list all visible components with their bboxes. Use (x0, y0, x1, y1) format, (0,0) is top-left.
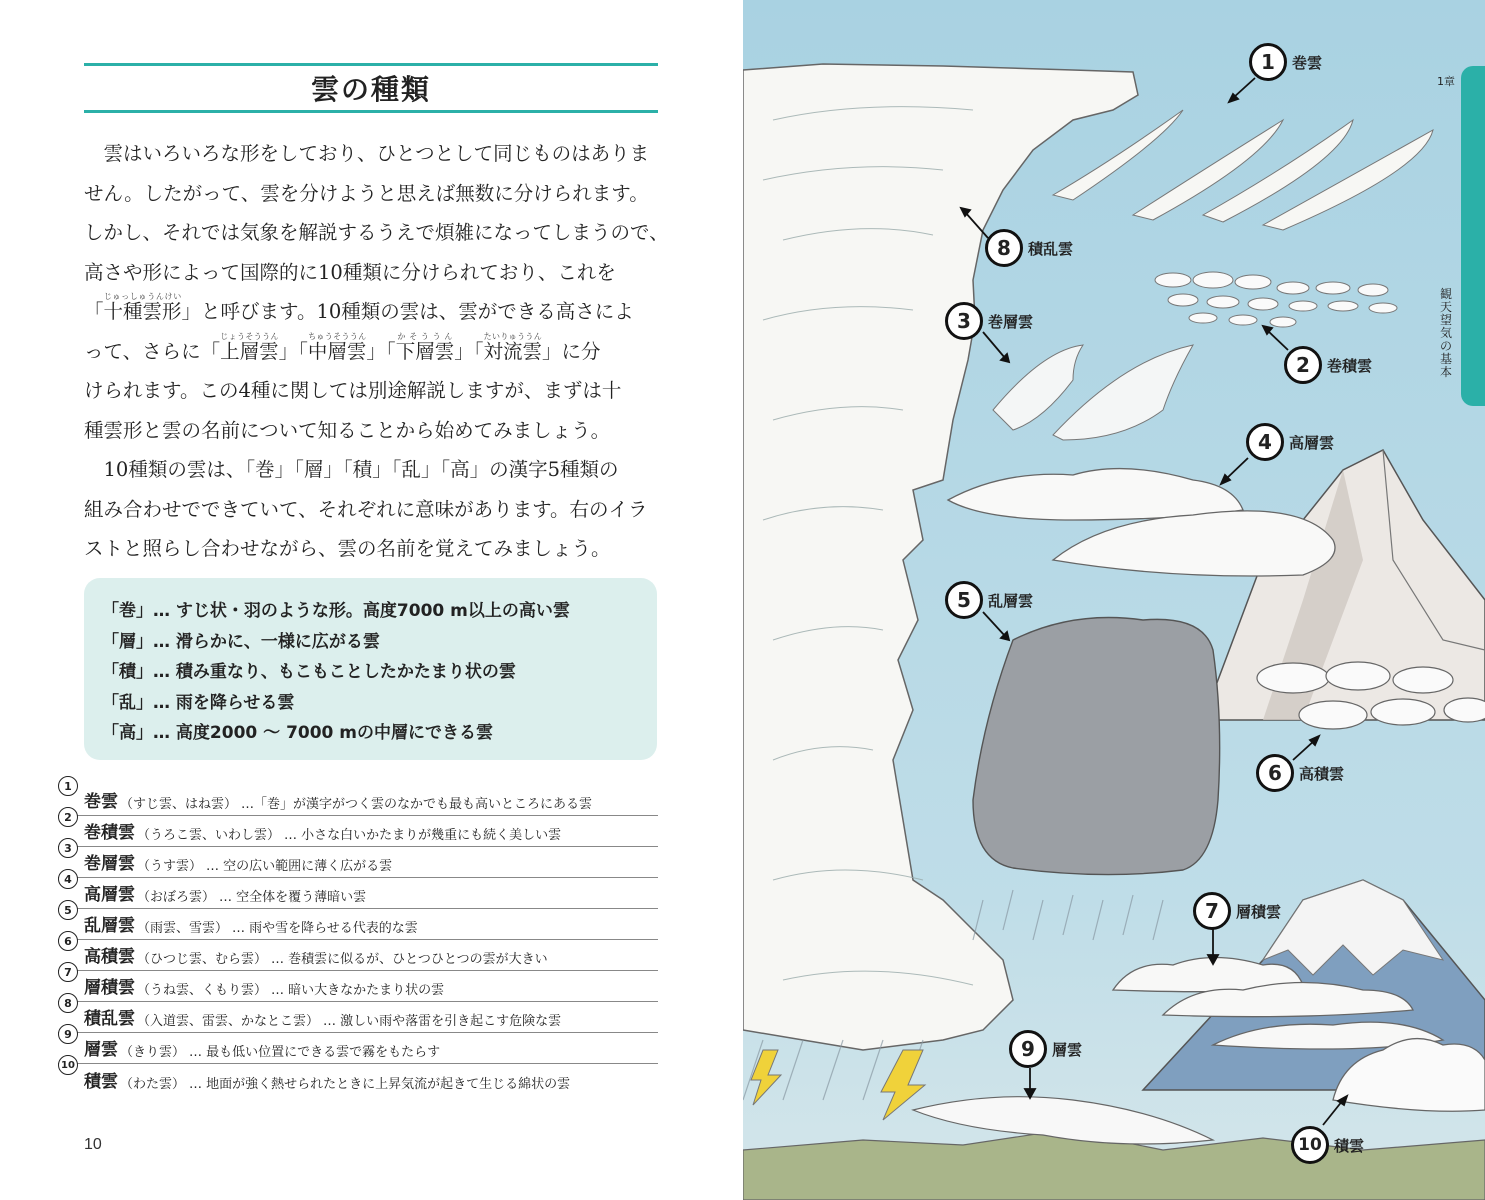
label-text: 乱層雲 (988, 591, 1034, 610)
ruby-reading: じょうそううん (220, 331, 279, 341)
label-text: 積雲 (1334, 1136, 1365, 1155)
glossary-row (58, 965, 658, 1002)
label-cirrostratus (945, 302, 1033, 340)
cloud-name: 巻層雲 (84, 854, 135, 874)
page-title: 雲の種類 (310, 73, 431, 106)
ruby-reading: かそううん (395, 331, 455, 341)
nimbostratus-cloud (973, 618, 1220, 875)
text-line: しかし、それでは気象を解説するうえで煩雑になってしまうので、 (84, 221, 669, 244)
text-line (84, 292, 664, 332)
ruby-word (307, 331, 367, 363)
key-row: 「層」… 滑らかに、一様に広がる雲 (102, 631, 380, 652)
cloud-name: 高層雲 (84, 885, 135, 905)
text-line: 種雲形と雲の名前について知ることから始めてみましょう。 (84, 418, 611, 442)
label-cumulus (1291, 1126, 1364, 1164)
label-nimbostratus (945, 581, 1033, 619)
number-badge: 4 (1246, 423, 1284, 461)
cloud-alias: （雨雲、雪雲） (137, 921, 229, 936)
cloud-alias: （すじ雲、はね雲） (120, 797, 238, 812)
title-bar (84, 63, 658, 113)
number-badge: 9 (58, 1024, 78, 1044)
number-badge: 4 (58, 869, 78, 889)
ruby-word (103, 292, 182, 323)
label-stratus (1009, 1030, 1082, 1068)
label-text: 巻積雲 (1327, 356, 1373, 375)
label-text: 高積雲 (1299, 764, 1345, 783)
number-badge: 10 (1291, 1126, 1329, 1164)
number-badge: 2 (1284, 346, 1322, 384)
left-page (0, 0, 740, 1200)
cloud-description: … 激しい雨や落雷を引き起こす危険な雲 (323, 1014, 562, 1029)
text-line: せん。したがって、雲を分けようと思えば無数に分けられます。 (84, 181, 649, 205)
kanji-key-box (84, 578, 657, 760)
text-fragment: 」と呼びます。10種類の雲は、雲ができる高さによ (181, 300, 634, 323)
number-badge: 5 (945, 581, 983, 619)
cloud-illustration (743, 0, 1485, 1200)
number-badge: 1 (1249, 43, 1287, 81)
cloud-name: 乱層雲 (84, 916, 135, 936)
text-line: ストと照らし合わせながら、雲の名前を覚えてみましょう。 (84, 537, 611, 560)
ruby-reading: ちゅうそううん (307, 331, 367, 341)
number-badge: 3 (58, 838, 78, 858)
key-row: 「巻」… すじ状・羽のような形。高度7000 m以上の高い雲 (102, 601, 570, 621)
ruby-base: 中層雲 (307, 339, 367, 363)
cloud-description: … 最も低い位置にできる雲で霧をもたらす (189, 1045, 441, 1060)
text-fragment: 」「 (454, 339, 484, 363)
cloud-description: … 巻積雲に似るが、ひとつひとつの雲が大きい (271, 952, 548, 967)
key-row: 「積」… 積み重なり、もこもことしたかたまり状の雲 (102, 662, 516, 682)
cloud-description: … 雨や雪を降らせる代表的な雲 (232, 921, 418, 936)
text-fragment: 」に分 (541, 339, 601, 363)
glossary-row (58, 841, 658, 878)
number-badge: 2 (58, 807, 78, 827)
text-line: 雲はいろいろな形をしており、ひとつとして同じものはありま (103, 142, 650, 165)
text-line: 組み合わせでできていて、それぞれに意味があります。右のイラ (84, 497, 648, 521)
cloud-name: 層雲 (84, 1040, 118, 1060)
ruby-reading: たいりゅううん (483, 331, 542, 341)
cloud-alias: （入道雲、雷雲、かなとこ雲） (137, 1014, 320, 1029)
label-text: 層雲 (1052, 1040, 1083, 1059)
text-fragment: 」「 (366, 339, 396, 363)
label-text: 巻雲 (1292, 53, 1323, 72)
glossary-row (58, 779, 658, 816)
glossary-row (58, 1059, 658, 1095)
cloud-alias: （わた雲） (120, 1077, 186, 1092)
cloud-name: 積乱雲 (84, 1009, 135, 1029)
cloud-alias: （うろこ雲、いわし雲） (137, 828, 281, 843)
cloud-alias: （うね雲、くもり雲） (137, 983, 268, 998)
label-cumulonimbus (985, 229, 1073, 267)
cloud-description: … 地面が強く熱せられたときに上昇気流が起きて生じる綿状の雲 (189, 1077, 571, 1092)
page-number: 10 (84, 1136, 102, 1153)
ruby-reading: じゅっしゅうんけい (103, 292, 182, 301)
cloud-description: … 空全体を覆う薄暗い雲 (219, 890, 367, 905)
number-badge: 7 (1193, 892, 1231, 930)
illustration-scene (743, 0, 1485, 1200)
cloud-description: … 暗い大きなかたまり状の雲 (271, 983, 445, 998)
label-cirrus (1249, 43, 1322, 81)
number-badge: 9 (1009, 1030, 1047, 1068)
cloud-alias: （おぼろ雲） (137, 890, 216, 905)
cloud-alias: （ひつじ雲、むら雲） (137, 952, 268, 967)
cloud-name: 層積雲 (84, 978, 135, 998)
cloud-alias: （きり雲） (120, 1045, 186, 1060)
number-badge: 5 (58, 900, 78, 920)
glossary-row (58, 810, 658, 847)
label-stratocumulus (1193, 892, 1281, 930)
chapter-title: 観天望気の基本 (1439, 287, 1452, 379)
cloud-name: 積雲 (84, 1072, 118, 1092)
text-line (84, 332, 664, 372)
label-cirrocumulus (1284, 346, 1372, 384)
cloud-description: …「巻」が漢字がつく雲のなかでも最も高いところにある雲 (241, 797, 593, 812)
ruby-word (220, 331, 279, 363)
label-text: 積乱雲 (1028, 239, 1074, 258)
text-fragment: 」「 (278, 339, 308, 363)
cloud-name: 巻雲 (84, 792, 118, 812)
intro-paragraph-1 (84, 134, 669, 450)
label-altostratus (1246, 423, 1334, 461)
ruby-word (395, 331, 455, 363)
intro-paragraph-2 (84, 450, 664, 569)
number-badge: 10 (58, 1055, 78, 1075)
text-line: 10種類の雲は、「巻」「層」「積」「乱」「高」の漢字5種類の (103, 458, 619, 481)
chapter-tab (1461, 66, 1485, 406)
label-text: 高層雲 (1289, 433, 1335, 452)
key-row: 「高」… 高度2000 ～ 7000 mの中層にできる雲 (102, 723, 494, 743)
ruby-base: 十種雲形 (103, 300, 182, 323)
text-fragment: って、さらに「 (84, 339, 221, 363)
cloud-description: … 空の広い範囲に薄く広がる雲 (206, 859, 393, 874)
chapter-number: 1章 (1437, 75, 1455, 88)
number-badge: 6 (58, 931, 78, 951)
cloud-alias: （うす雲） (137, 859, 203, 874)
number-badge: 8 (985, 229, 1023, 267)
cloud-name: 高積雲 (84, 947, 135, 967)
text-line: 高さや形によって国際的に10種類に分けられており、これを (84, 260, 616, 284)
label-text: 層積雲 (1236, 902, 1282, 921)
glossary-row (58, 1027, 658, 1064)
label-text: 巻層雲 (988, 312, 1034, 331)
cloud-glossary (58, 779, 658, 1095)
glossary-row (58, 934, 658, 971)
text-line: けられます。この4種に関しては別途解説しますが、まずは十 (84, 379, 622, 402)
cloud-name: 巻積雲 (84, 823, 135, 843)
label-altocumulus (1256, 754, 1344, 792)
ruby-word (483, 331, 542, 363)
number-badge: 1 (58, 776, 78, 796)
ruby-base: 下層雲 (395, 339, 455, 363)
number-badge: 6 (1256, 754, 1294, 792)
number-badge: 3 (945, 302, 983, 340)
cloud-description: … 小さな白いかたまりが幾重にも続く美しい雲 (284, 828, 562, 843)
ruby-base: 対流雲 (483, 339, 542, 363)
glossary-row (58, 903, 658, 940)
number-badge: 8 (58, 993, 78, 1013)
glossary-row (58, 996, 658, 1033)
glossary-row (58, 872, 658, 909)
body-text (84, 134, 669, 569)
number-badge: 7 (58, 962, 78, 982)
text-fragment: 「 (84, 300, 104, 323)
ruby-base: 上層雲 (220, 339, 279, 363)
key-row: 「乱」… 雨を降らせる雲 (102, 692, 295, 713)
